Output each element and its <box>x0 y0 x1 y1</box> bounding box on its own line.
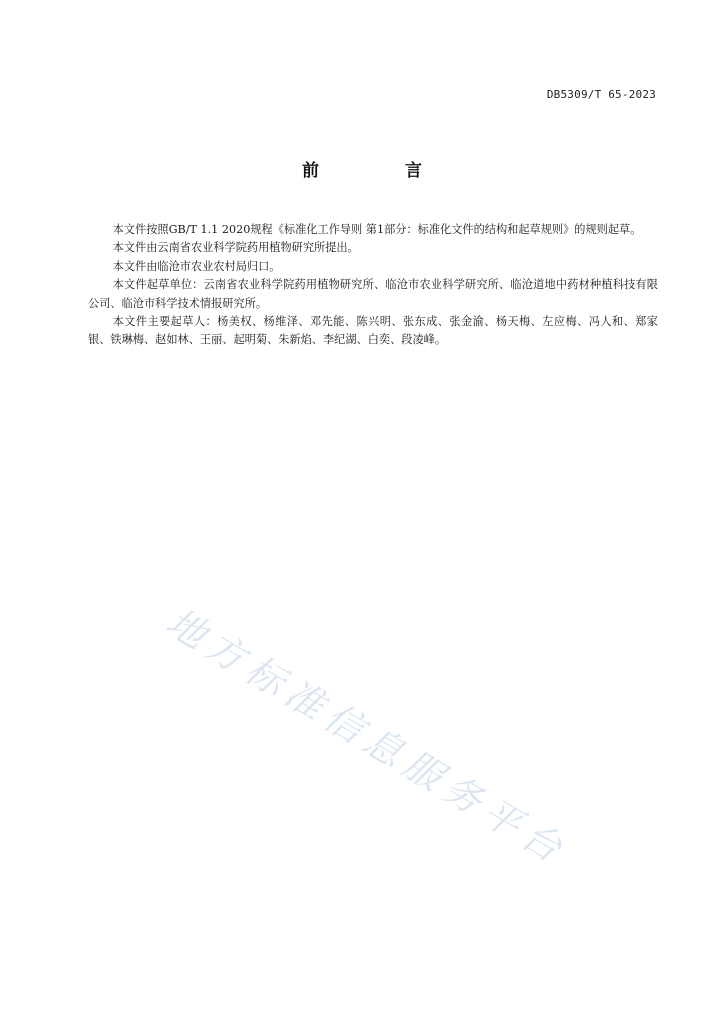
paragraph-proposer: 本文件由云南省农业科学院药用植物研究所提出。 <box>112 241 359 255</box>
paragraph-drafting-rules: 本文件按照GB/T 1.1 2020规程《标准化工作导则 第1部分：标准化文件的结构和起草规则》的规则起草。 <box>112 223 642 236</box>
watermark: 地方标准信息服务平台 <box>158 599 576 875</box>
foreword-body <box>88 221 658 350</box>
paragraph-administrator: 本文件由临沧市农业农村局归口。 <box>112 259 281 273</box>
foreword-title: 前 言 <box>302 161 462 181</box>
document-code: DB5309/T 65-2023 <box>546 88 656 101</box>
paragraph-drafters: 本文件主要起草人：杨美权、杨维泽、邓先能、陈兴明、张东成、张金渝、杨天梅、左应梅、冯人和、郑家银、铁琳梅、赵如林、王丽、起明菊、朱新焰、李纪湖、白奕、段凌峰。 <box>88 315 658 347</box>
paragraph-drafting-units: 本文件起草单位：云南省农业科学院药用植物研究所、临沧市农业科学研究所、临沧道地中药材种植科技有限公司、临沧市科学技术情报研究所。 <box>88 278 658 310</box>
